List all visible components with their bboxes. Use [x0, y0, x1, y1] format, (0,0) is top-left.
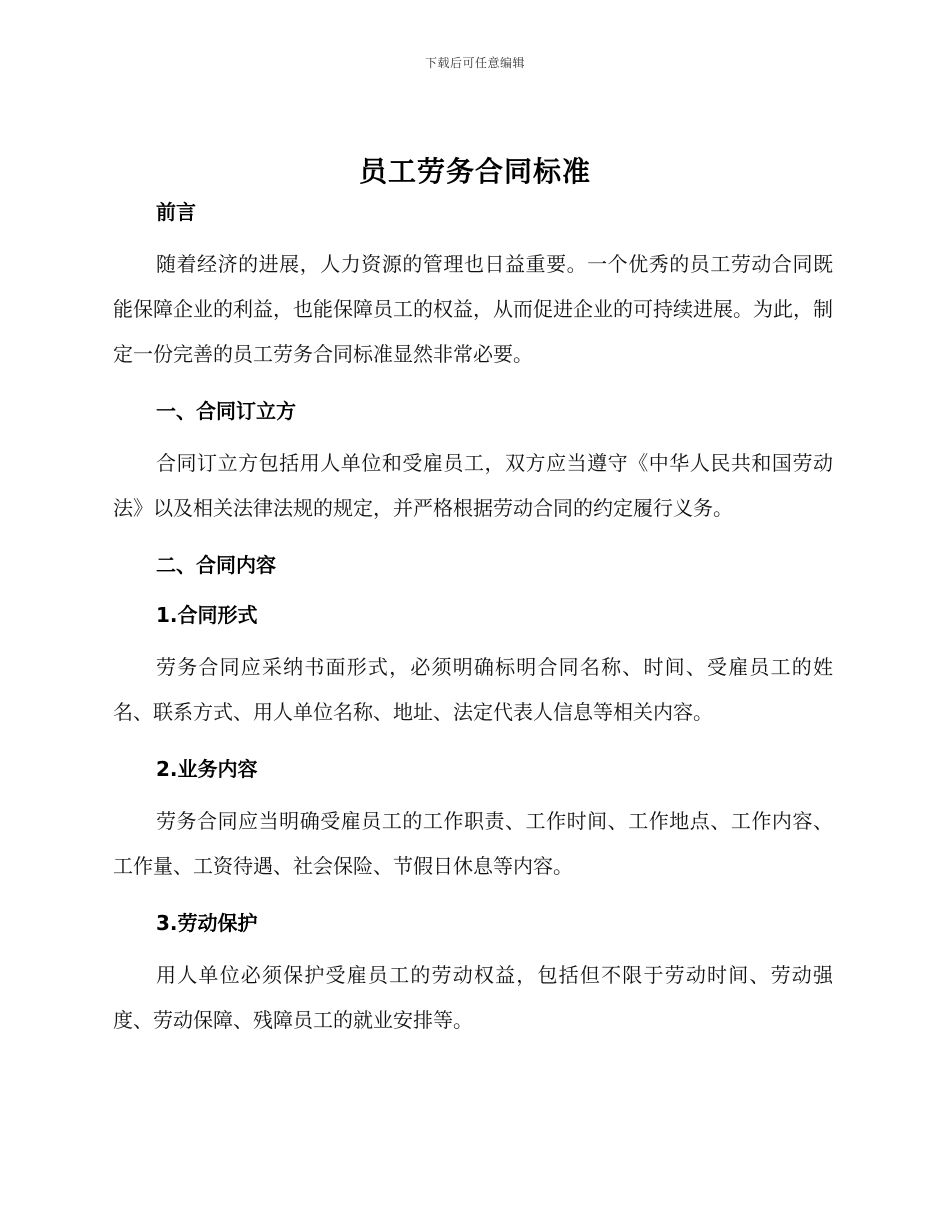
preface-paragraph: 随着经济的进展，人力资源的管理也日益重要。一个优秀的员工劳动合同既能保障企业的利益，也能保障员工的权益，从而促进企业的可持续进展。为此，制定一份完善的员工劳务合同标准显然非常必要。 [113, 252, 833, 366]
section-2-1-heading: 1.合同形式 [156, 603, 258, 627]
section-2-2-heading: 2.业务内容 [156, 757, 258, 781]
header-note: 下载后可任意编辑 [424, 56, 525, 70]
section-1-paragraph: 合同订立方包括用人单位和受雇员工，双方应当遵守《中华人民共和国劳动法》以及相关法律法规的规定，并严格根据劳动合同的约定履行义务。 [113, 451, 833, 520]
section-1-heading: 一、合同订立方 [156, 399, 296, 423]
document-body [113, 196, 833, 1043]
document-title: 员工劳务合同标准 [358, 155, 591, 188]
section-2-3-paragraph: 用人单位必须保护受雇员工的劳动权益，包括但不限于劳动时间、劳动强度、劳动保障、残障员工的就业安排等。 [113, 963, 833, 1032]
section-2-3-heading: 3.劳动保护 [156, 911, 258, 935]
section-2-heading: 二、合同内容 [156, 553, 276, 577]
preface-heading: 前言 [156, 200, 196, 224]
section-2-2-paragraph: 劳务合同应当明确受雇员工的工作职责、工作时间、工作地点、工作内容、工作量、工资待遇、社会保险、节假日休息等内容。 [113, 809, 833, 878]
section-2-1-paragraph: 劳务合同应采纳书面形式，必须明确标明合同名称、时间、受雇员工的姓名、联系方式、用人单位名称、地址、法定代表人信息等相关内容。 [113, 655, 833, 724]
